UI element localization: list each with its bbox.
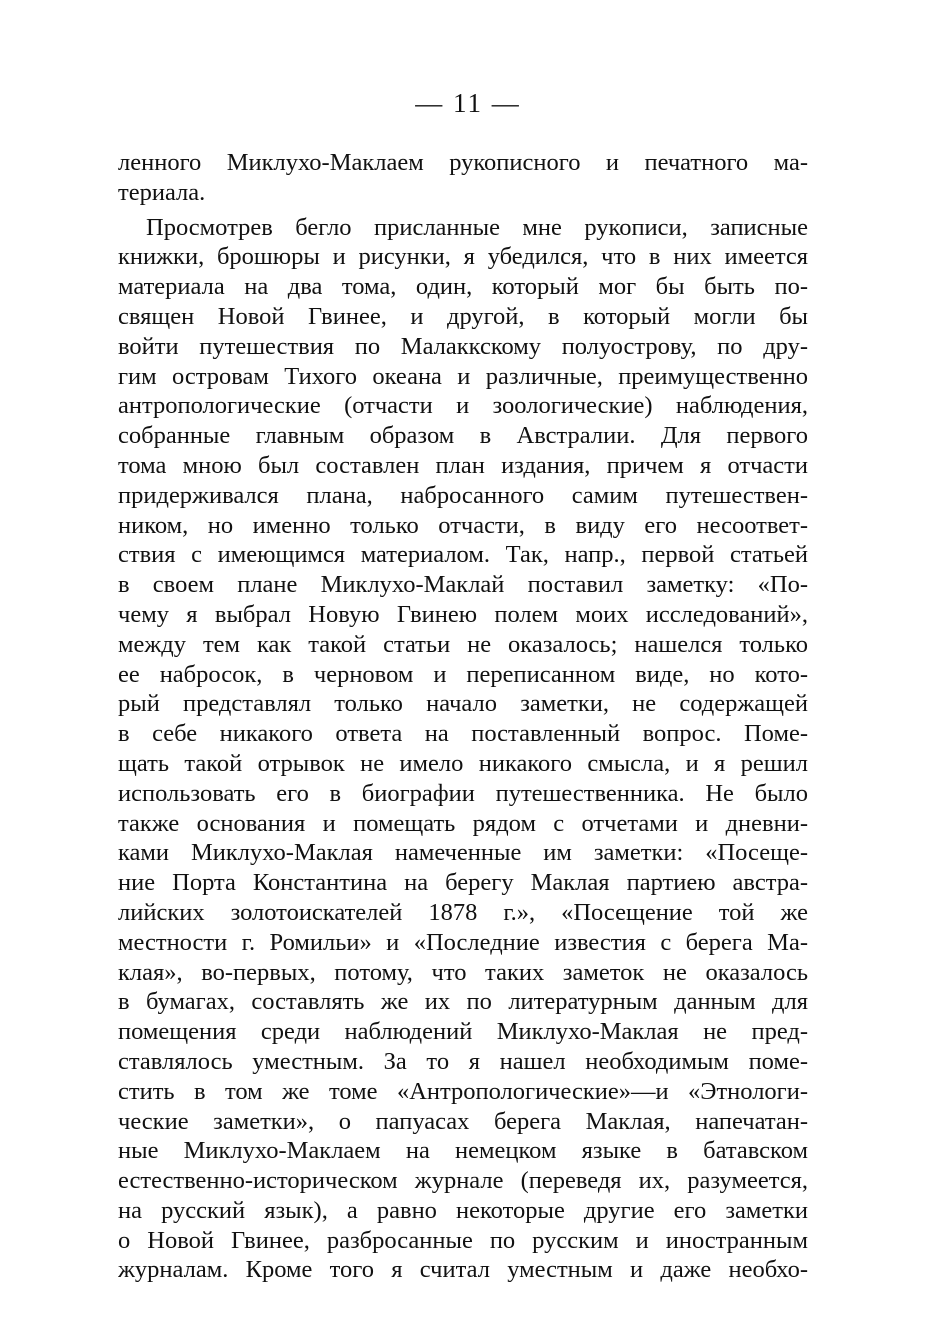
paragraph-1 xyxy=(118,148,808,208)
text-line: книжки, брошюры и рисунки, я убедился, что в них имеется xyxy=(118,243,808,271)
body-text xyxy=(118,148,808,1285)
text-line: местности г. Ромильи» и «Последние известия с берега Ма- xyxy=(118,928,808,956)
text-line: в бумагах, составлять же их по литературным данным для xyxy=(118,988,808,1016)
text-line: Просмотрев бегло присланные мне рукописи, записные xyxy=(146,213,808,241)
text-line: клая», во-первых, потому, что таких заметок не оказалось xyxy=(118,958,808,986)
text-line: о Новой Гвинее, разбросанные по русским и иностранным xyxy=(118,1226,808,1254)
text-line: между тем как такой статьи не оказалось; нашелся только xyxy=(118,630,808,658)
text-line: естественно-историческом журнале (переведя их, разумеется, xyxy=(118,1167,808,1195)
text-line: ние Порта Константина на берегу Маклая партиею австра- xyxy=(118,869,808,897)
text-line: ником, но именно только отчасти, в виду его несоответ- xyxy=(118,511,808,539)
text-line: ные Миклухо-Маклаем на немецком языке в батавском xyxy=(118,1137,808,1165)
text-line: войти путешествия по Малаккскому полуострову, по дру- xyxy=(118,332,808,360)
text-line: рый представлял только начало заметки, не содержащей xyxy=(118,690,808,718)
text-line: ствия с имеющимся материалом. Так, напр., первой статьей xyxy=(118,541,808,569)
text-line: материала на два тома, один, который мог бы быть по- xyxy=(118,273,808,301)
text-line: ставлялось уместным. За то я нашел необходимым поме- xyxy=(118,1047,808,1075)
text-line: ленного Миклухо-Маклаем рукописного и печатного ма- xyxy=(118,149,808,176)
text-line: стить в том же томе «Антропологические»—и «Этнологи- xyxy=(118,1077,808,1105)
paragraph-2 xyxy=(118,213,808,1286)
text-line: чему я выбрал Новую Гвинею полем моих исследований», xyxy=(118,600,808,628)
text-line: ками Миклухо-Маклая намеченные им заметки: «Посеще- xyxy=(118,839,808,867)
text-line: тома мною был составлен план издания, причем я отчасти xyxy=(118,451,808,479)
text-line: собранные главным образом в Австралии. Для первого xyxy=(118,422,808,450)
text-line: в себе никакого ответа на поставленный вопрос. Поме- xyxy=(118,720,808,748)
text-line: на русский язык), а равно некоторые другие его заметки xyxy=(118,1196,808,1224)
text-line: использовать его в биографии путешественника. Не было xyxy=(118,779,808,807)
text-line: ее набросок, в черновом и переписанном виде, но кото- xyxy=(118,660,808,688)
text-line: антропологические (отчасти и зоологические) наблюдения, xyxy=(118,392,808,420)
text-line: священ Новой Гвинее, и другой, в который могли бы xyxy=(118,302,808,330)
text-line: ческие заметки», о папуасах берега Маклая, напечатан- xyxy=(118,1107,808,1135)
page-number-header: — 11 — xyxy=(415,88,521,118)
text-line: щать такой отрывок не имело никакого смысла, и я решил xyxy=(118,749,808,777)
text-line: териала. xyxy=(118,178,206,206)
text-line: гим островам Тихого океана и различные, преимущественно xyxy=(118,362,808,390)
text-line: помещения среди наблюдений Миклухо-Маклая не пред- xyxy=(118,1018,808,1046)
text-line: лийских золотоискателей 1878 г.», «Посещение той же xyxy=(118,898,808,926)
text-line: придерживался плана, набросанного самим путешествен- xyxy=(118,481,808,509)
text-line: также основания и помещать рядом с отчетами и дневни- xyxy=(118,809,808,837)
text-line: журналам. Кроме того я считал уместным и даже необхо- xyxy=(118,1256,808,1284)
text-line: в своем плане Миклухо-Маклай поставил заметку: «По- xyxy=(118,571,808,599)
